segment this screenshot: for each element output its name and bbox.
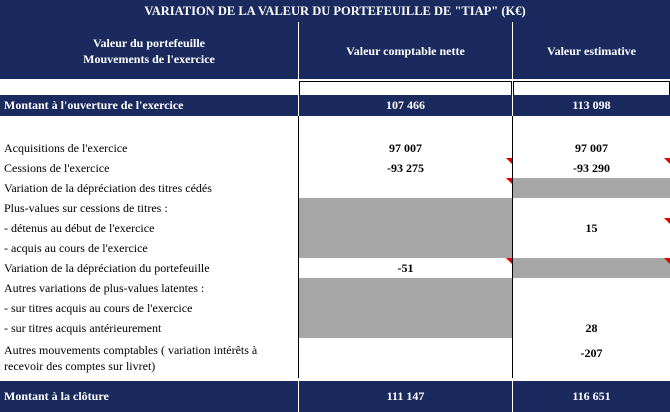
comment-marker-icon[interactable] xyxy=(664,258,670,264)
comment-marker-icon[interactable] xyxy=(506,178,512,184)
closing-col2: 116 651 xyxy=(513,381,670,412)
header-col1: Valeur comptable nette xyxy=(299,22,512,79)
row-col2: 15 xyxy=(585,220,598,235)
opening-col2: 113 098 xyxy=(513,95,670,116)
row-col1: 97 007 xyxy=(389,140,422,155)
row-label: - sur titres acquis antérieurement xyxy=(4,320,162,335)
row-col1: -93 275 xyxy=(387,160,424,175)
row-col2: 97 007 xyxy=(575,140,608,155)
header-label-cell xyxy=(0,22,298,79)
row-label: Cessions de l'exercice xyxy=(4,160,110,175)
comment-marker-icon[interactable] xyxy=(664,158,670,164)
spacer-cell-col2 xyxy=(513,81,670,95)
row-label: Plus-values sur cessions de titres : xyxy=(4,200,168,215)
header-col2: Valeur estimative xyxy=(513,22,670,79)
row-col1: -51 xyxy=(397,260,414,275)
table-title: VARIATION DE LA VALEUR DU PORTEFEUILLE DE "TIAP" (K€) xyxy=(0,0,670,22)
header-label-line1: Valeur du portefeuille xyxy=(92,35,205,50)
row-col2: 28 xyxy=(585,320,598,335)
shaded-col1-plus-values xyxy=(299,198,512,258)
shaded-col2-depreciation xyxy=(513,258,670,278)
shaded-col2-cedes xyxy=(513,178,670,198)
row-label: Variation de la dépréciation du portefeuille xyxy=(4,260,210,275)
row-label: - sur titres acquis au cours de l'exercice xyxy=(4,300,193,315)
closing-col1: 111 147 xyxy=(299,381,512,412)
row-label: - détenus au début de l'exercice xyxy=(4,220,155,235)
row-col2: -93 290 xyxy=(573,160,610,175)
row-label: Acquisitions de l'exercice xyxy=(4,140,128,155)
row-label: - acquis au cours de l'exercice xyxy=(4,240,148,255)
spacer-cell-col1 xyxy=(299,81,512,95)
opening-col1: 107 466 xyxy=(299,95,512,116)
row-label: Variation de la dépréciation des titres cédés xyxy=(4,180,212,195)
comment-marker-icon[interactable] xyxy=(664,218,670,224)
comment-marker-icon[interactable] xyxy=(506,258,512,264)
row-col2: -207 xyxy=(580,345,603,360)
row-label: Autres variations de plus-values latentes : xyxy=(4,280,205,295)
header-label-line2: Mouvements de l'exercice xyxy=(83,51,215,66)
comment-marker-icon[interactable] xyxy=(506,158,512,164)
closing-label: Montant à la clôture xyxy=(0,381,298,412)
opening-label: Montant à l'ouverture de l'exercice xyxy=(0,95,298,116)
row-label: Autres mouvements comptables ( variation intérêts à recevoir des comptes sur livret) xyxy=(4,343,258,373)
shaded-col1-latentes xyxy=(299,278,512,338)
